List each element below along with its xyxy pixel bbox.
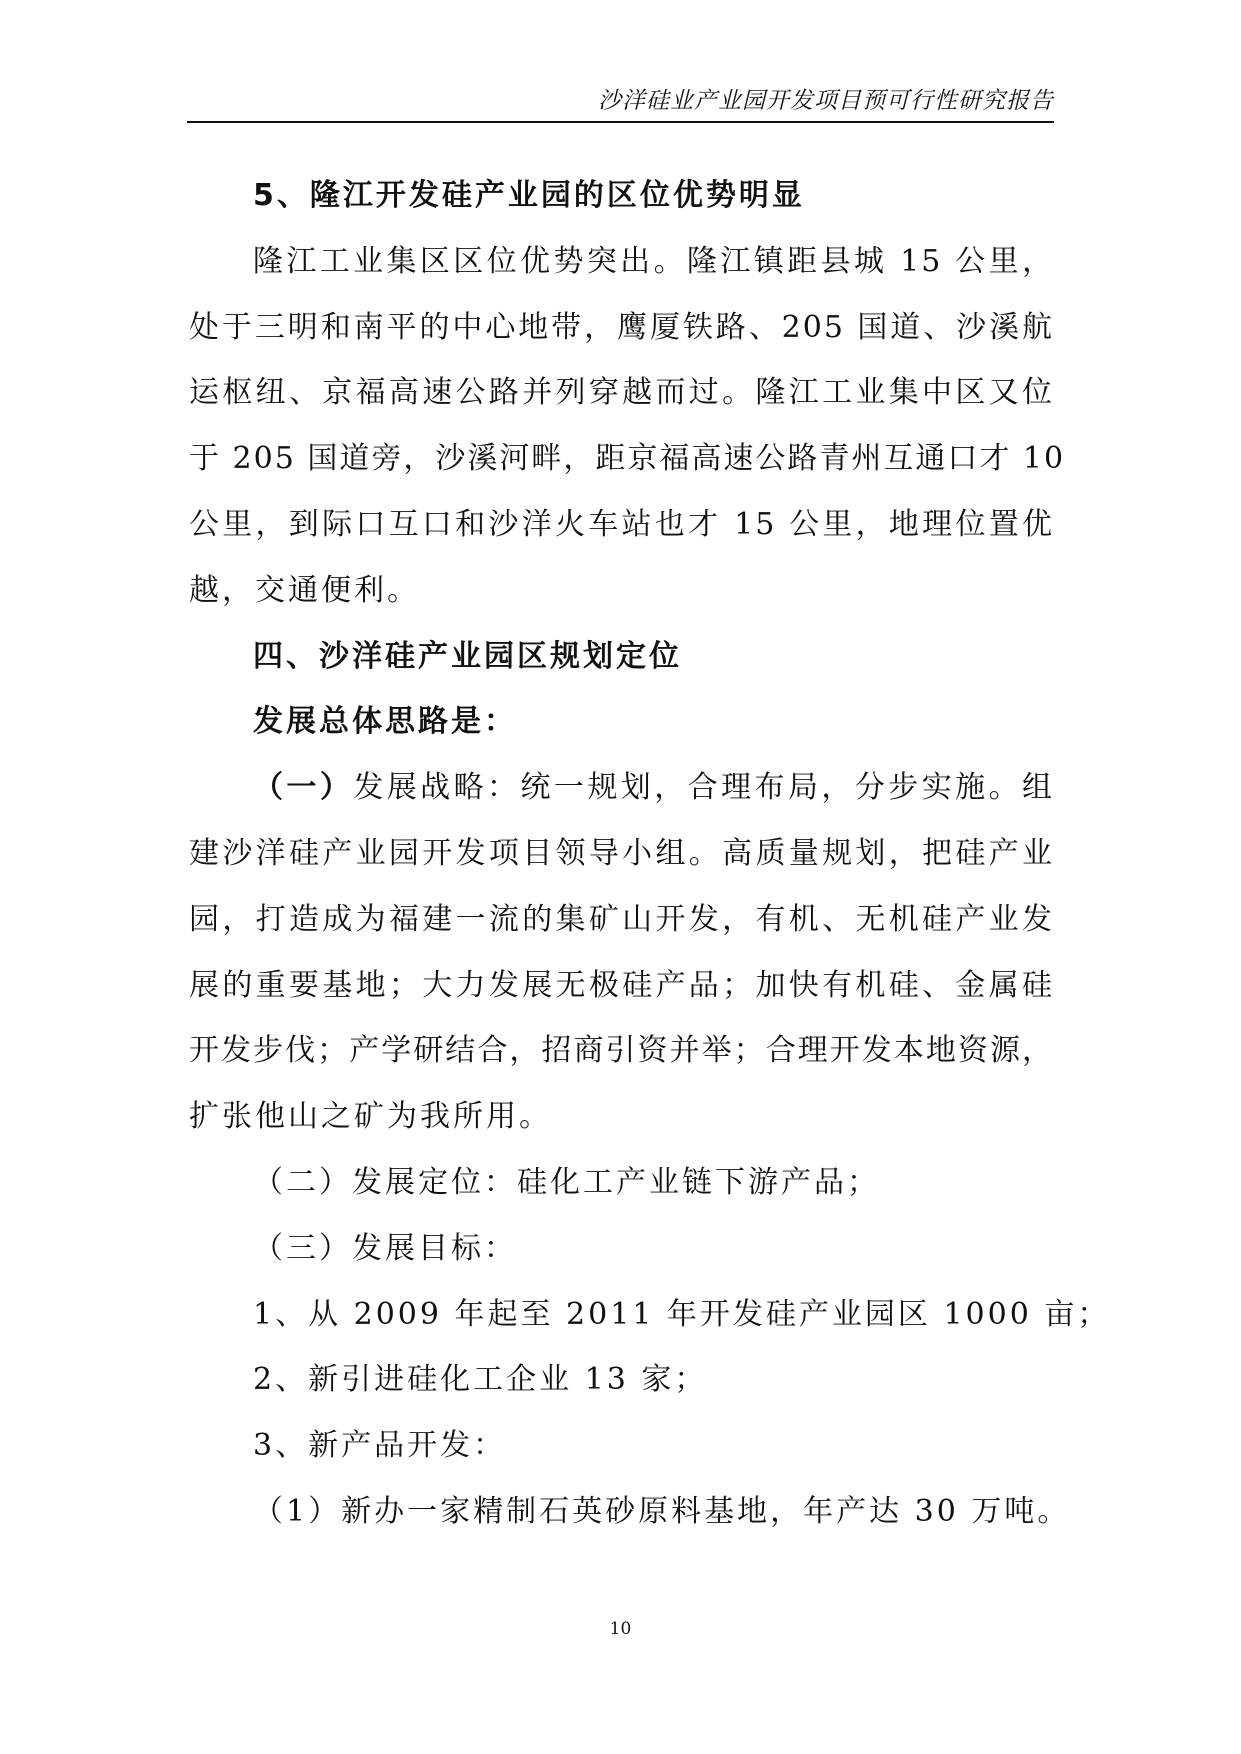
- paragraph-line: 园，打造成为福建一流的集矿山开发，有机、无机硅产业发: [189, 901, 1054, 937]
- running-header-title: 沙洋硅业产业园开发项目预可行性研究报告: [598, 88, 1054, 114]
- page-number: 10: [609, 1619, 632, 1639]
- paragraph-line: 运枢纽、京福高速公路并列穿越而过。隆江工业集中区又位: [189, 375, 1054, 411]
- paragraph-line: 于 205 国道旁，沙溪河畔，距京福高速公路青州互通口才 10: [189, 441, 1066, 477]
- header-rule: [187, 121, 1054, 123]
- goal-item: （1）新办一家精制石英砂原料基地，年产达 30 万吨。: [253, 1493, 1071, 1529]
- page-body: [189, 163, 1111, 1545]
- section-5-heading: 5、隆江开发硅产业园的区位优势明显: [253, 178, 805, 213]
- paragraph-line: 建沙洋硅产业园开发项目领导小组。高质量规划，把硅产业: [189, 835, 1054, 871]
- positioning-line: （二）发展定位：硅化工产业链下游产品；: [253, 1164, 880, 1200]
- goal-item: 1、从 2009 年起至 2011 年开发硅产业园区 1000 亩；: [253, 1296, 1111, 1332]
- paragraph-line: 扩张他山之矿为我所用。: [189, 1099, 552, 1135]
- paragraph-line: 处于三明和南平的中心地带，鹰厦铁路、205 国道、沙溪航: [189, 309, 1054, 345]
- paragraph-line: 开发步伐；产学研结合，招商引资并举；合理开发本地资源，: [189, 1033, 1054, 1069]
- section-4-heading: 四、沙洋硅产业园区规划定位: [253, 638, 682, 674]
- paragraph-line: 展的重要基地；大力发展无极硅产品；加快有机硅、金属硅: [189, 967, 1054, 1003]
- goal-item: 2、新引进硅化工企业 13 家；: [253, 1362, 708, 1398]
- paragraph-line: 越，交通便利。: [189, 572, 420, 608]
- overall-approach-subheading: 发展总体思路是：: [253, 704, 517, 740]
- strategy-label: （一）: [253, 770, 354, 806]
- paragraph-line: 公里，到际口互口和沙洋火车站也才 15 公里，地理位置优: [189, 506, 1054, 542]
- paragraph-line: 隆江工业集区区位优势突出。隆江镇距县城 15 公里，: [253, 243, 1054, 279]
- goals-heading: （三）发展目标：: [253, 1230, 517, 1266]
- goal-item: 3、新产品开发：: [253, 1428, 507, 1464]
- strategy-text: 发展战略：统一规划，合理布局，分步实施。组: [353, 770, 1055, 806]
- strategy-first-line: [189, 755, 1054, 821]
